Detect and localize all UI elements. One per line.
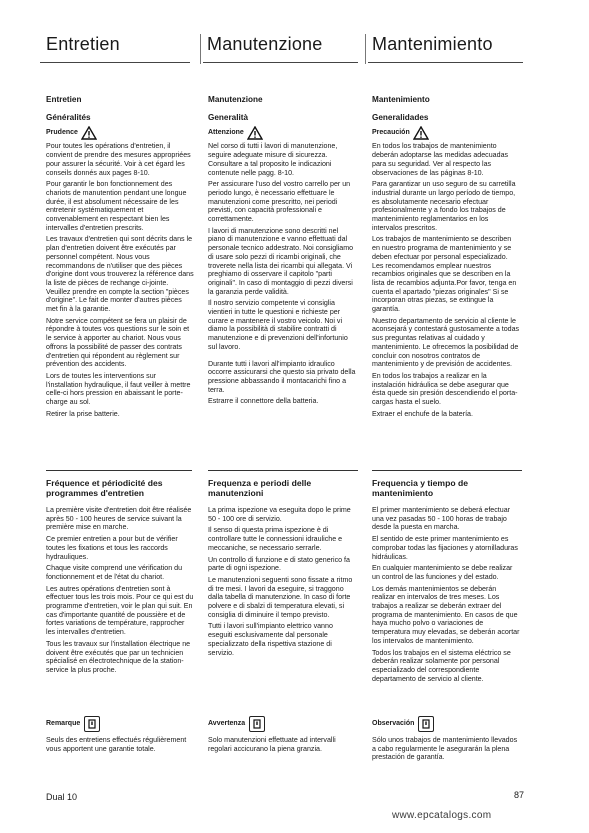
- paragraph: I lavori di manutenzione sono descritti nel piano di manutenzione e vanno effettuati dal personale tecnico addestrato. Noi consigliamo di usare solo pezzi di ricambi originali, che troverete nella lista dei ricambi qui allegata. Vi preghiamo di osservare il capitolo "parti originali". In caso di montaggio di pezzi diversi la garanzia perde validità.: [208, 226, 354, 296]
- section-title: Mantenimiento: [372, 95, 430, 104]
- paragraph: Per assicurare l'uso del vostro carrello per un periodo lungo, è necessario effettuare le manutenzioni come prescritto, nei periodi previsti, con capacità professionali e correttamente.: [208, 180, 351, 224]
- note-label: Avvertenza: [208, 719, 246, 727]
- paragraph: Tutti i lavori sull'impianto elettrico vanno eseguiti esclusivamente dal personale specializzato della rispettiva stazione di servizio.: [208, 622, 333, 657]
- paragraph: Pour garantir le bon fonctionnement des chariots de manutention pendant une longue durée, il est absolument nécessaire de les entretenir systématiquement et convenablement en respectant bien les intervalles d'entretien prescrits.: [46, 180, 187, 232]
- book-icon: [84, 716, 100, 732]
- warning-triangle-icon: [247, 126, 263, 140]
- paragraph: Pour toutes les opérations d'entretien, il convient de prendre des mesures appropriées pour assurer la sécurité. Voir à cet égard les conseils donnés aux pages 8-10.: [46, 142, 191, 177]
- column-french: [46, 96, 194, 422]
- frequency-section-it: [208, 478, 356, 660]
- paragraph: El sentido de este primer mantenimiento es comprobar todas las fijaciones y atornilladuras hidráulicas.: [372, 535, 518, 561]
- column-divider: [200, 34, 201, 64]
- warning-label: Precaución: [372, 129, 410, 137]
- paragraph: Il nostro servizio competente vi consiglia vientieri in tutte le questioni e richieste per curare e mantenere il vostro veicolo. Noi vi diamo la possibilità di stabilire contratti di manutenzione e di prevenzioni dell'infortunio sul lavoro.: [208, 299, 348, 351]
- paragraph: En todos los trabajos de mantenimiento deberán adoptarse las medidas adecuadas para su seguridad. Ver al respecto las observaciones de las páginas 8-10.: [372, 142, 509, 177]
- note-text: Seuls des entretiens effectués régulièrement vous apportent une garantie totale.: [46, 736, 187, 753]
- paragraph: En todos los trabajos a realizar en la instalación hidráulica se debe asegurar que ésta quede sin presión descendiendo el porta-cargas hasta el suelo.: [372, 371, 518, 407]
- frequency-section-es: [372, 478, 520, 686]
- paragraph: Extraer el enchufe de la batería.: [372, 409, 473, 418]
- paragraph: Los trabajos de mantenimiento se describen en nuestro programa de mantenimiento y se deben efectuar por personal especializado. Les recomendamos emplear nuestros recambios originales que se describen en la lista de recambios adjunta.Por favor, tenga en cuenta el apartado "piezas originales" Si se incorporan otras piezas, se extingue la garantía.: [372, 235, 517, 314]
- header-title-it: Manutenzione: [207, 34, 323, 54]
- paragraph: Tous les travaux sur l'installation électrique ne doivent être exécutés que par un technicien spécialisé en électrotechnique de la station-service la plus proche.: [46, 639, 191, 674]
- paragraph: En cualquier mantenimiento se debe realizar un control de las funciones y del estado.: [372, 564, 513, 581]
- paragraph: Nel corso di tutti i lavori di manutenzione, seguire adeguate misure di sicurezza. Consultare a tal proposito le indicazioni contenute nelle pagg. 8-10.: [208, 142, 338, 177]
- paragraph: Les autres opérations d'entretien sont à effectuer tous les trois mois. Pour ce qui est du programme d'entretien, voir le plan qui suit. En cas d'importante quantité de poussière et de fortes variations de température, rapprocher les intervalles d'entretien.: [46, 584, 194, 637]
- page-number: 87: [514, 790, 525, 800]
- paragraph: El primer mantenimiento se deberá efectuar una vez pasadas 50 - 100 horas de trabajo desde la puesta en marcha.: [372, 506, 511, 532]
- section-separator: [372, 470, 522, 471]
- section-title: Manutenzione: [208, 95, 263, 104]
- paragraph: Ce premier entretien a pour but de vérifier toutes les fixations et tous les raccords hydrauliques.: [46, 535, 178, 561]
- paragraph: Il senso di questa prima ispezione è di controllare tutte le connessioni idrauliche e meccaniche, se necessario serrarle.: [208, 526, 343, 552]
- note-it: [208, 716, 356, 753]
- note-text: Sólo unos trabajos de mantenimiento llevados a cabo regularmente le asegurarán la plena prestación de garantía.: [372, 736, 518, 762]
- paragraph: Para garantizar un uso seguro de su carretilla industrial durante un largo período de tiempo, es absolutamente necesario efectuar profesionalmente y a fondo los trabajos de mantenimiento reglamentarios en los intervalos prescritos.: [372, 180, 516, 232]
- section-title: Entretien: [46, 95, 82, 104]
- header-rule: [203, 62, 358, 63]
- header-rule: [368, 62, 523, 63]
- paragraph: Lors de toutes les interventions sur l'installation hydraulique, il faut veiller à mettre celle-ci hors pression en abaissant le porte-charge au sol.: [46, 371, 191, 407]
- header-title-es: Mantenimiento: [372, 34, 493, 54]
- warning-label: Prudence: [46, 129, 78, 137]
- paragraph: Notre service compétent se fera un plaisir de répondre à toutes vos questions sur le soin et le service à apporter au chariot. Nous vous offrons la possibilité de passer des contrats d'entretien qui répondent au règlement sur prévention des accidents.: [46, 316, 190, 369]
- paragraph: La première visite d'entretien doit être réalisée après 50 - 100 heures de service suivant la première mise en marche.: [46, 506, 192, 532]
- section-separator: [208, 470, 358, 471]
- book-icon: [249, 716, 265, 732]
- subsection-title: Généralités: [46, 112, 91, 122]
- note-text: Solo manutenzioni effettuate ad intervalli regolari accicurano la piena granzia.: [208, 736, 336, 753]
- warning-triangle-icon: [413, 126, 429, 140]
- subsection-title: Generalidades: [372, 112, 429, 122]
- paragraph: Durante tutti i lavori all'impianto idraulico occorre assicurarsi che questo sia privato della pressione abbassando il montacarichi fino a terra.: [208, 359, 356, 394]
- book-icon: [418, 716, 434, 732]
- warning-triangle-icon: [81, 126, 97, 140]
- warning-heading: [46, 126, 194, 140]
- paragraph: Chaque visite comprend une vérification du fonctionnement et de l'état du chariot.: [46, 564, 183, 581]
- section-heading: Frequencia y tiempo de mantenimiento: [372, 478, 468, 498]
- column-italian: [208, 96, 356, 409]
- paragraph: Le manutenzioni seguenti sono fissate a ritmo di tre mesi. I lavori da eseguire, si traggono dalla tabella di manutenzione. In caso di forte polvere e di sbalzi di temperatura elevati, si consiglia di diminuire il tempo previsto.: [208, 575, 353, 619]
- note-es: [372, 716, 520, 762]
- model-name: Dual 10: [46, 792, 78, 802]
- subsection-title: Generalità: [208, 112, 249, 122]
- warning-heading: [208, 126, 356, 140]
- warning-label: Attenzione: [208, 129, 244, 137]
- header-rule: [40, 62, 190, 63]
- column-divider: [365, 34, 366, 64]
- paragraph: Los demás mantenimientos se deberán realizar en intervalos de tres meses. Los trabajos a realizar se deberán extraer del programa de mantenimiento. En casos de que haya mucho polvo o variaciones de temperatura muy elevadas, se deberán acortar los intervalos de mantenimiento.: [372, 584, 520, 645]
- paragraph: La prima ispezione va eseguita dopo le prime 50 - 100 ore di servizio.: [208, 506, 351, 523]
- page-header: [0, 34, 589, 74]
- note-fr: [46, 716, 194, 753]
- frequency-section-fr: [46, 478, 194, 678]
- section-heading: Fréquence et périodicité des programmes d'entretien: [46, 478, 163, 498]
- note-label: Observación: [372, 719, 415, 727]
- column-spanish: [372, 96, 520, 422]
- paragraph: Retirer la prise batterie.: [46, 409, 120, 418]
- paragraph: Un controllo di funzione e di stato generico fa parte di ogni ispezione.: [208, 555, 350, 573]
- paragraph: Todos los trabajos en el sistema eléctrico se deberán realizar solamente por personal especializado del correspondiente departamento de servicio al cliente.: [372, 648, 511, 683]
- header-title-fr: Entretien: [46, 34, 120, 54]
- paragraph: Estrarre il connettore della batteria.: [208, 397, 319, 406]
- note-label: Remarque: [46, 719, 81, 727]
- warning-heading: [372, 126, 520, 140]
- paragraph: Les travaux d'entretien qui sont décrits dans le plan d'entretien doivent être exécutés par personnel compétent. Nous vous recommandons de n'utiliser que des pièces d'origine dont vous trouverez la référence dans la liste de pièces de rechange ci-jointe. Veuillez prendre en compte la section "pièces d'origine". Le fait de monter d'autres pièces met fin à la garantie.: [46, 235, 194, 314]
- section-separator: [46, 470, 192, 471]
- section-heading: Frequenza e periodi delle manutenzioni: [208, 478, 312, 498]
- watermark-url: www.epcatalogs.com: [392, 810, 492, 821]
- paragraph: Nuestro departamento de servicio al cliente le aconsejará y contestará gustosamente a todas sus preguntas relativas al cuidado y mantenimiento. Le ofrecemos la posibilidad de concluir con nosotros contratos de mantenimiento y de previsión de accidentes.: [372, 316, 520, 369]
